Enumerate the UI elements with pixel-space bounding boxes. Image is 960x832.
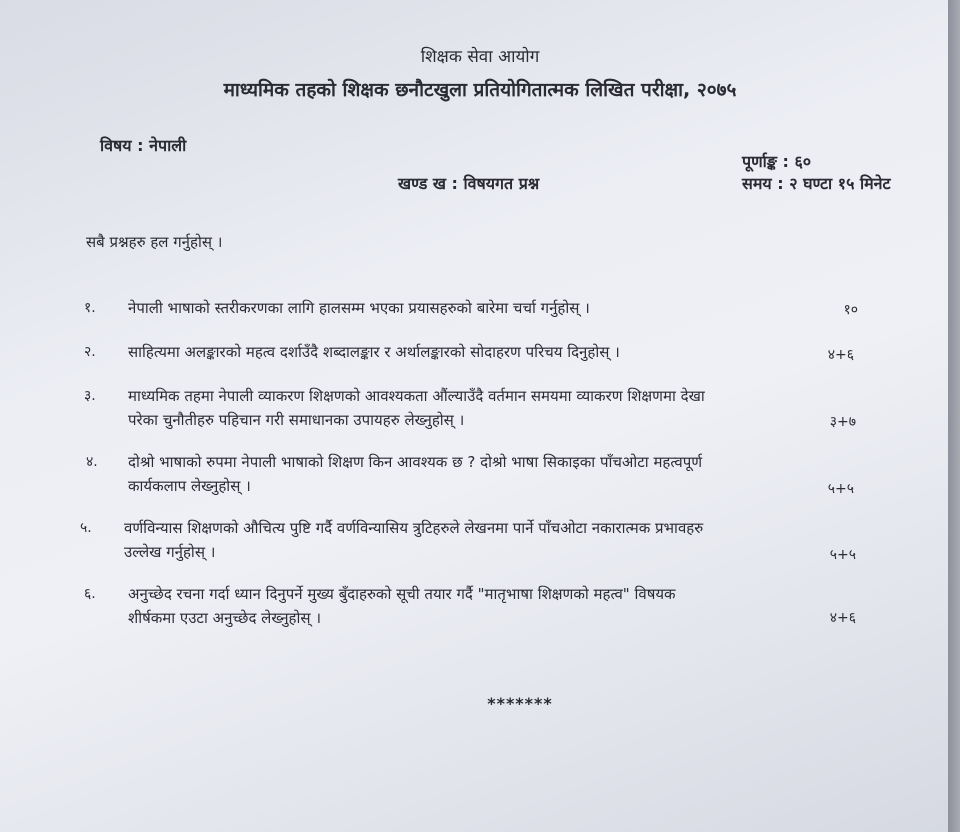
time-label: समय : २ घण्टा १५ मिनेट	[742, 174, 891, 193]
question-marks: ५+५	[829, 547, 856, 563]
question-marks: ४+६	[829, 610, 856, 626]
subject-label: विषय : नेपाली	[100, 136, 187, 155]
question-text-continued: कार्यकलाप लेख्नुहोस् ।	[128, 477, 251, 495]
question-marks: १०	[843, 302, 858, 318]
organization-name: शिक्षक सेवा आयोग	[420, 47, 540, 67]
question-number: ६.	[84, 586, 96, 602]
question-text: वर्णविन्यास शिक्षणको औचित्य पुष्टि गर्दै वर्णविन्यासिय त्रुटिहरुले लेखनमा पार्ने पाँचओटा नकारात्मक प्रभावहरु	[124, 519, 704, 537]
question-marks: ३+७	[829, 414, 856, 430]
question-text: दोश्रो भाषाको रुपमा नेपाली भाषाको शिक्षण किन आवश्यक छ ? दोश्रो भाषा सिकाइका पाँचओटा महत्वपूर्ण	[128, 453, 703, 471]
question-text: नेपाली भाषाको स्तरीकरणका लागि हालसम्म भएका प्रयासहरुको बारेमा चर्चा गर्नुहोस् ।	[128, 299, 590, 317]
end-marker: *******	[487, 694, 553, 713]
exam-title: माध्यमिक तहको शिक्षक छनौटखुला प्रतियोगितात्मक लिखित परीक्षा, २०७५	[223, 79, 737, 101]
question-text: माध्यमिक तहमा नेपाली व्याकरण शिक्षणको आवश्यकता औंल्याउँदै वर्तमान समयमा व्याकरण शिक्षणमा देखा	[128, 387, 705, 405]
question-text: साहित्यमा अलङ्कारको महत्व दर्शाउँदै शब्दालङ्कार र अर्थालङ्कारको सोदाहरण परिचय दिनुहोस् ।	[128, 343, 620, 361]
question-number: ५.	[80, 520, 92, 536]
full-marks-label: पूर्णाङ्क : ६०	[742, 152, 812, 171]
question-marks: ४+६	[827, 347, 854, 363]
question-text-continued: शीर्षकमा एउटा अनुच्छेद लेख्नुहोस् ।	[128, 609, 321, 627]
instruction-text: सबै प्रश्नहरु हल गर्नुहोस् ।	[86, 233, 223, 251]
question-number: २.	[84, 344, 96, 360]
question-number: ४.	[86, 454, 98, 470]
question-number: १.	[84, 300, 96, 316]
question-marks: ५+५	[827, 481, 854, 497]
question-text-continued: परेका चुनौतीहरु पहिचान गरी समाधानका उपायहरु लेख्नुहोस् ।	[128, 411, 465, 429]
question-text: अनुच्छेद रचना गर्दा ध्यान दिनुपर्ने मुख्य बुँदाहरुको सूची तयार गर्दै "मातृभाषा शिक्षणको महत्व" विषयक	[128, 585, 676, 603]
question-number: ३.	[84, 388, 96, 404]
question-text-continued: उल्लेख गर्नुहोस् ।	[124, 543, 216, 561]
section-title: खण्ड ख : विषयगत प्रश्न	[398, 174, 540, 193]
